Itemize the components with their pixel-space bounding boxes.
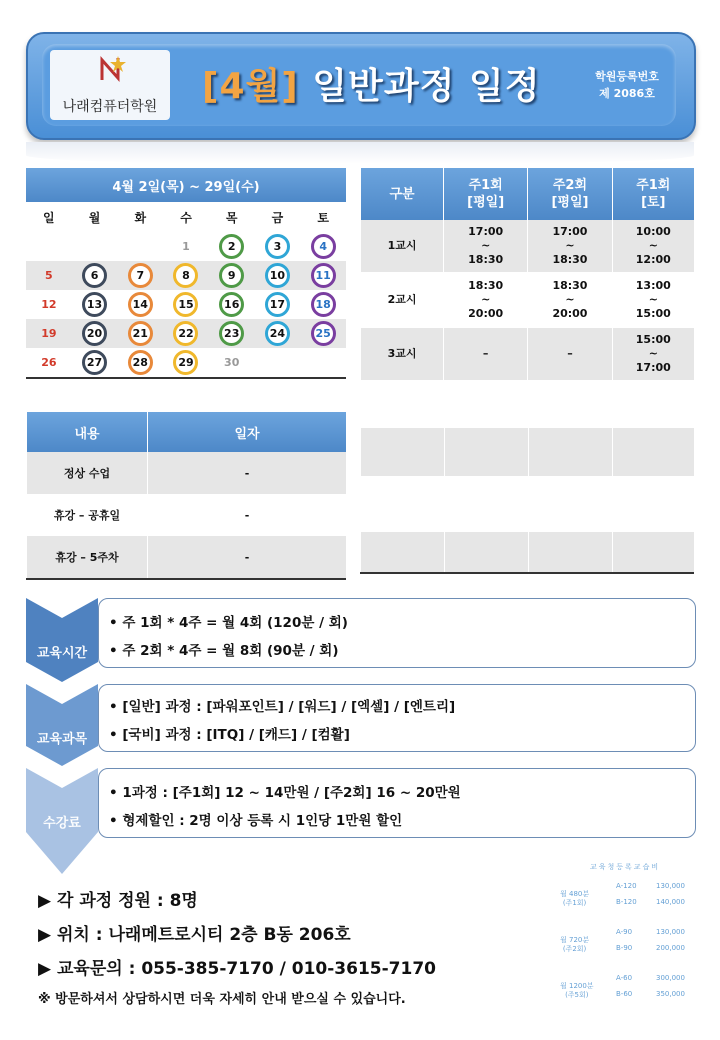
note-location: ▶ 위치 : 나래메트로시티 2층 B동 206호 bbox=[38, 925, 351, 945]
blank-row bbox=[360, 476, 694, 532]
content-name: 정상 수업 bbox=[27, 452, 148, 494]
schedule-cell: 18:30 ~ 20:00 bbox=[444, 273, 528, 327]
calendar-day-circle: 20 bbox=[82, 321, 107, 346]
calendar-day bbox=[255, 261, 301, 290]
banner-shadow bbox=[26, 142, 694, 164]
calendar-day bbox=[163, 261, 209, 290]
calendar-day bbox=[72, 319, 118, 348]
fee-code: B-60 bbox=[616, 990, 633, 998]
calendar-day: 5 bbox=[26, 261, 72, 290]
schedule-cell: 13:00 ~ 15:00 bbox=[612, 273, 694, 327]
registration-label: 학원등록번호 bbox=[595, 70, 659, 83]
calendar-weekday: 목 bbox=[225, 210, 238, 225]
schedule-cell: 17:00 ~ 18:30 bbox=[444, 220, 528, 273]
header-inner bbox=[42, 44, 676, 126]
calendar-day-circle: 23 bbox=[219, 321, 244, 346]
section-line: • [국비] 과정 : [ITQ] / [캐드] / [컴활] bbox=[109, 727, 350, 743]
calendar-day-circle: 6 bbox=[82, 263, 107, 288]
blank-row bbox=[360, 428, 694, 476]
fee-amount: 130,000 bbox=[656, 928, 685, 936]
calendar-day bbox=[300, 290, 346, 319]
calendar-day bbox=[72, 232, 118, 261]
schedule-row bbox=[361, 273, 695, 327]
calendar-day-circle: 13 bbox=[82, 292, 107, 317]
registration-info bbox=[582, 68, 672, 102]
calendar-day bbox=[163, 348, 209, 377]
calendar-weekday: 화 bbox=[134, 210, 147, 225]
schedule-header: 주1회 [토] bbox=[612, 168, 694, 220]
calendar bbox=[26, 168, 346, 379]
calendar-day bbox=[209, 232, 255, 261]
fee-stamp bbox=[560, 860, 690, 1010]
calendar-day bbox=[117, 319, 163, 348]
content-date: - bbox=[148, 452, 347, 494]
calendar-day-circle: 22 bbox=[173, 321, 198, 346]
fee-code: A-60 bbox=[616, 974, 633, 982]
fee-amount: 350,000 bbox=[656, 990, 685, 998]
schedule-header-row bbox=[361, 168, 695, 220]
calendar-day-circle: 25 bbox=[311, 321, 336, 346]
fee-code: B-90 bbox=[616, 944, 633, 952]
section-line: • 형제할인 : 2명 이상 등록 시 1인당 1만원 할인 bbox=[109, 813, 403, 829]
calendar-day-circle: 8 bbox=[173, 263, 198, 288]
calendar-day bbox=[209, 261, 255, 290]
title-month: [4월] bbox=[202, 66, 299, 107]
calendar-day bbox=[300, 348, 346, 377]
calendar-day bbox=[72, 348, 118, 377]
calendar-day: 30 bbox=[224, 356, 240, 369]
calendar-day bbox=[300, 319, 346, 348]
content-row bbox=[27, 452, 347, 494]
note-contact: ▶ 교육문의 : 055-385-7170 / 010-3615-7170 bbox=[38, 959, 436, 979]
period-label: 1교시 bbox=[361, 220, 444, 273]
calendar-day bbox=[117, 261, 163, 290]
calendar-day-circle: 16 bbox=[219, 292, 244, 317]
calendar-day-circle: 3 bbox=[265, 234, 290, 259]
page-title bbox=[202, 58, 540, 109]
schedule-cell: 18:30 ~ 20:00 bbox=[528, 273, 612, 327]
content-date: - bbox=[148, 536, 347, 579]
calendar-day-circle: 2 bbox=[219, 234, 244, 259]
section-label: 수강료 bbox=[43, 816, 81, 831]
content-row bbox=[27, 536, 347, 579]
fee-amount: 200,000 bbox=[656, 944, 685, 952]
calendar-range: 4월 2일(목) ~ 29일(수) bbox=[26, 168, 346, 202]
calendar-grid bbox=[26, 202, 346, 377]
academy-name: 나래컴퓨터학원 bbox=[62, 99, 158, 115]
calendar-day bbox=[300, 232, 346, 261]
blank-grid-divider bbox=[360, 572, 694, 574]
content-table bbox=[26, 412, 346, 580]
schedule-cell: – bbox=[528, 327, 612, 381]
fee-code: B-120 bbox=[616, 898, 637, 906]
fee-amount: 140,000 bbox=[656, 898, 685, 906]
logo-n-icon bbox=[98, 54, 128, 84]
calendar-day-circle: 4 bbox=[311, 234, 336, 259]
section-line: • 1과정 : [주1회] 12 ~ 14만원 / [주2회] 16 ~ 20만원 bbox=[109, 785, 461, 801]
content-name: 휴강 – 5주차 bbox=[27, 536, 148, 579]
calendar-day bbox=[300, 261, 346, 290]
blank-grid bbox=[360, 428, 694, 574]
schedule-cell: – bbox=[444, 327, 528, 381]
calendar-day-circle: 9 bbox=[219, 263, 244, 288]
note-capacity: ▶ 각 과정 정원 : 8명 bbox=[38, 891, 198, 911]
calendar-divider bbox=[26, 377, 346, 379]
blank-row bbox=[360, 532, 694, 572]
calendar-day-circle: 7 bbox=[128, 263, 153, 288]
note-visit: ※ 방문하셔서 상담하시면 더욱 자세히 안내 받으실 수 있습니다. bbox=[38, 992, 406, 1007]
calendar-day bbox=[209, 290, 255, 319]
calendar-day-circle: 14 bbox=[128, 292, 153, 317]
academy-logo bbox=[50, 50, 170, 120]
schedule-cell: 15:00 ~ 17:00 bbox=[612, 327, 694, 381]
section-arrow-graphic bbox=[26, 598, 98, 876]
content-row bbox=[27, 494, 347, 536]
fee-group-label: 월 480분 (주1회) bbox=[560, 890, 590, 907]
content-header-row bbox=[27, 412, 347, 452]
schedule-row bbox=[361, 220, 695, 273]
schedule-header: 주1회 [평일] bbox=[444, 168, 528, 220]
section-box-time bbox=[98, 598, 696, 668]
info-sections bbox=[26, 598, 694, 848]
calendar-day bbox=[117, 232, 163, 261]
calendar-day-circle: 15 bbox=[173, 292, 198, 317]
fee-amount: 300,000 bbox=[656, 974, 685, 982]
calendar-day: 26 bbox=[41, 356, 57, 369]
fee-code: A-90 bbox=[616, 928, 633, 936]
schedule-cell: 10:00 ~ 12:00 bbox=[612, 220, 694, 273]
calendar-day: 1 bbox=[182, 240, 190, 253]
section-line: • 주 2회 * 4주 = 월 8회 (90분 / 회) bbox=[109, 643, 339, 659]
calendar-day-circle: 28 bbox=[128, 350, 153, 375]
fee-group-label: 월 1200분 (주5회) bbox=[560, 982, 594, 999]
calendar-day-circle: 17 bbox=[265, 292, 290, 317]
fee-stamp-title: 교육청등록교습비 bbox=[590, 863, 661, 871]
calendar-weekday: 수 bbox=[180, 210, 192, 225]
calendar-day bbox=[255, 232, 301, 261]
calendar-weekday: 토 bbox=[317, 210, 329, 225]
calendar-day bbox=[72, 290, 118, 319]
calendar-day-circle: 24 bbox=[265, 321, 290, 346]
calendar-day-circle: 11 bbox=[311, 263, 336, 288]
calendar-day-circle: 10 bbox=[265, 263, 290, 288]
period-label: 3교시 bbox=[361, 327, 444, 381]
section-label: 교육시간 bbox=[36, 646, 88, 661]
calendar-day bbox=[72, 261, 118, 290]
calendar-day: 19 bbox=[26, 319, 72, 348]
section-line: • 주 1회 * 4주 = 월 4회 (120분 / 회) bbox=[109, 615, 348, 631]
schedule-header: 구분 bbox=[361, 168, 444, 220]
schedule-cell: 17:00 ~ 18:30 bbox=[528, 220, 612, 273]
calendar-day bbox=[163, 290, 209, 319]
calendar-weekday: 금 bbox=[271, 210, 284, 225]
content-header: 내용 bbox=[27, 412, 148, 452]
content-header: 일자 bbox=[148, 412, 347, 452]
calendar-day bbox=[255, 290, 301, 319]
fee-code: A-120 bbox=[616, 882, 637, 890]
calendar-weekday: 월 bbox=[88, 210, 101, 225]
content-name: 휴강 – 공휴일 bbox=[27, 494, 148, 536]
calendar-weekday: 일 bbox=[43, 210, 55, 225]
schedule-header: 주2회 [평일] bbox=[528, 168, 612, 220]
calendar-day-circle: 29 bbox=[173, 350, 198, 375]
fee-amount: 130,000 bbox=[656, 882, 685, 890]
calendar-day bbox=[117, 290, 163, 319]
calendar-day bbox=[26, 232, 72, 261]
calendar-day-circle: 27 bbox=[82, 350, 107, 375]
section-line: • [일반] 과정 : [파워포인트] / [워드] / [엑셀] / [엔트리] bbox=[109, 699, 456, 715]
calendar-day bbox=[163, 319, 209, 348]
section-label: 교육과목 bbox=[36, 732, 88, 747]
calendar-day-circle: 21 bbox=[128, 321, 153, 346]
header-banner bbox=[26, 32, 696, 140]
schedule-table bbox=[360, 168, 694, 382]
period-label: 2교시 bbox=[361, 273, 444, 327]
section-box-fee bbox=[98, 768, 696, 838]
schedule-row bbox=[361, 327, 695, 381]
content-date: - bbox=[148, 494, 347, 536]
registration-number: 제 2086호 bbox=[599, 87, 655, 100]
calendar-day bbox=[209, 319, 255, 348]
calendar-day-circle: 18 bbox=[311, 292, 336, 317]
title-text: 일반과정 일정 bbox=[312, 66, 541, 107]
calendar-day: 12 bbox=[41, 298, 57, 311]
calendar-day bbox=[255, 319, 301, 348]
fee-group-label: 월 720분 (주2회) bbox=[560, 936, 590, 953]
calendar-day bbox=[255, 348, 301, 377]
calendar-day bbox=[117, 348, 163, 377]
section-box-subjects bbox=[98, 684, 696, 752]
